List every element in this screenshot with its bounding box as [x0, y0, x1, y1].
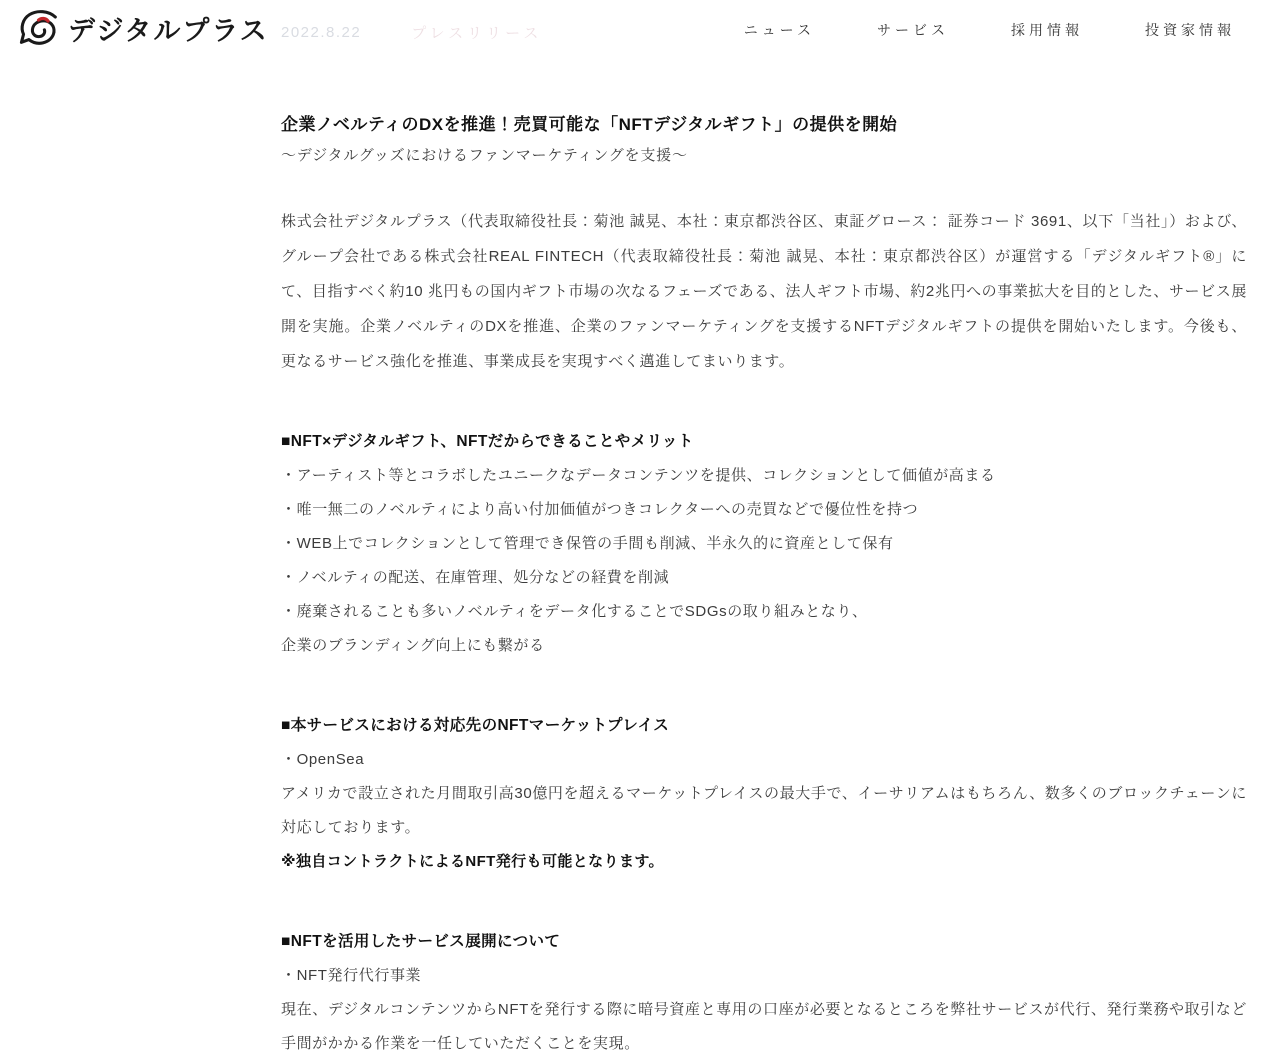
- digitalplus-logo-icon: [18, 8, 62, 54]
- nav-item-service[interactable]: サービス: [877, 22, 949, 38]
- section-service-expansion: [281, 925, 1247, 1061]
- article-subtitle: ～デジタルグッズにおけるファンマーケティングを支援～: [281, 147, 688, 164]
- bullet-item-opensea: ・OpenSea: [281, 751, 365, 768]
- marketplace-description: アメリカで設立された月間取引高30億円を超えるマーケットプレイスの最大手で、イーサリアムはもちろん、数多くのブロックチェーンに対応しております。: [281, 785, 1247, 836]
- article-meta: [281, 22, 542, 43]
- nav-item-recruit[interactable]: 採用情報: [1011, 22, 1083, 38]
- contract-note: ※独自コントラクトによるNFT発行も可能となります。: [281, 853, 664, 870]
- bullet-item: ・廃棄されることも多いノベルティをデータ化することでSDGsの取り組みとなり、: [281, 603, 868, 620]
- service-expansion-description: 現在、デジタルコンテンツからNFTを発行する際に暗号資産と専用の口座が必要となるところを弊社サービスが代行、発行業務や取引など手間がかかる作業を一任していただくことを実現。: [281, 1001, 1247, 1052]
- section-heading-merits: ■NFT×デジタルギフト、NFTだからできることやメリット: [281, 433, 694, 450]
- section-marketplace: [281, 709, 1247, 879]
- bullet-item-nft-issuing: ・NFT発行代行事業: [281, 967, 422, 984]
- section-heading-marketplace: ■本サービスにおける対応先のNFTマーケットプレイス: [281, 717, 670, 734]
- intro-paragraph: 株式会社デジタルプラス（代表取締役社長：菊池 誠晃、本社：東京都渋谷区、東証グロース： 証券コード 3691、以下「当社」）および、グループ会社である株式会社REAL FINTECH（代表取締役社長：菊池 誠晃、本社：東京都渋谷区）が運営する「デジタルギフト®」にて、目指すべく約10 兆円もの国内ギフト市場の次なるフェーズである、法人ギフト市場、約2兆円への事業拡大を目的とした、サービス展開を実施。企業ノベルティのDXを推進、企業のファンマーケティングを支援するNFTデジタルギフトの提供を開始いたします。今後も、更なるサービス強化を推進、事業成長を実現すべく邁進してまいります。: [281, 213, 1247, 370]
- article-date: 2022.8.22: [281, 24, 362, 41]
- bullet-continuation: 企業のブランディング向上にも繋がる: [281, 637, 545, 654]
- section-heading-service-expansion: ■NFTを活用したサービス展開について: [281, 933, 561, 950]
- article-title: 企業ノベルティのDXを推進！売買可能な「NFTデジタルギフト」の提供を開始: [281, 115, 898, 134]
- bullet-item: ・唯一無二のノベルティにより高い付加価値がつきコレクターへの売買などで優位性を持つ: [281, 501, 919, 518]
- main-nav: [744, 20, 1235, 40]
- section-merits: [281, 425, 1247, 663]
- bullet-item: ・アーティスト等とコラボしたユニークなデータコンテンツを提供、コレクションとして価値が高まる: [281, 467, 996, 484]
- bullet-item: ・ノベルティの配送、在庫管理、処分などの経費を削減: [281, 569, 670, 586]
- nav-item-investor[interactable]: 投資家情報: [1145, 22, 1235, 38]
- site-header: [0, 0, 1280, 70]
- bullet-item: ・WEB上でコレクションとして管理でき保管の手間も削減、半永久的に資産として保有: [281, 535, 894, 552]
- logo-text: デジタルプラス: [68, 15, 269, 46]
- logo[interactable]: [18, 8, 269, 54]
- article-category: プレスリリース: [411, 25, 543, 42]
- press-release-article: [281, 112, 1247, 1061]
- nav-item-news[interactable]: ニュース: [743, 22, 815, 38]
